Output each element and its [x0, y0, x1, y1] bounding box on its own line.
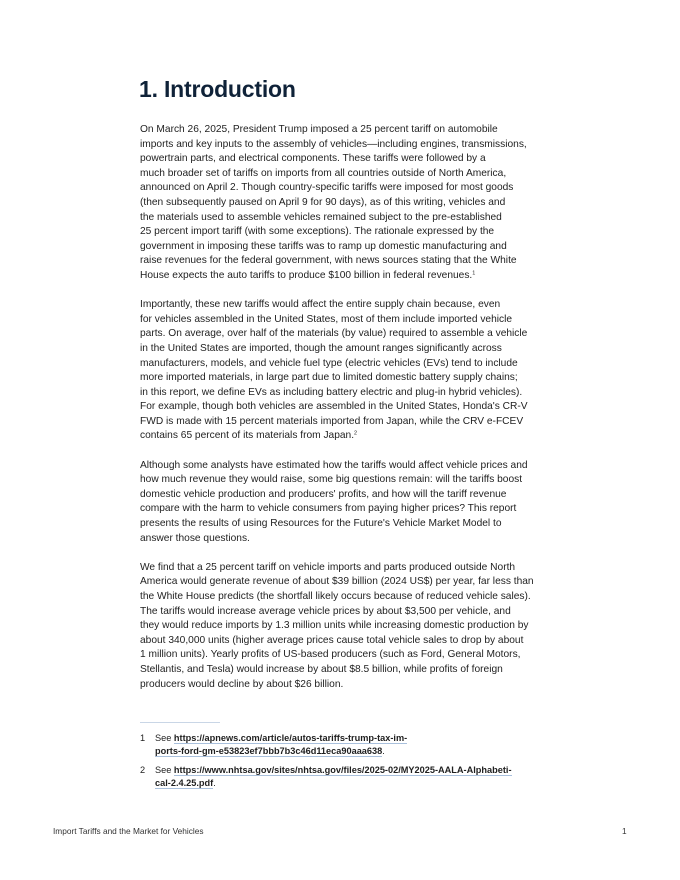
text-line: how much revenue they would raise, some big questions remain: will the tariffs boost [140, 474, 523, 486]
footnote-ref-2[interactable]: 2 [354, 430, 358, 437]
text-line-content: House expects the auto tariffs to produce $100 billion in federal revenues. [140, 269, 473, 281]
text-line: The tariffs would increase average vehicle prices by about $3,500 per vehicle, and [140, 605, 511, 617]
text-line: (then subsequently paused on April 9 for 90 days), as of this writing, vehicles and [140, 196, 506, 208]
text-line-content: contains 65 percent of its materials from Japan. [140, 430, 355, 442]
footnote-text [155, 732, 540, 758]
text-line: in this report, we define EVs as including battery electric and plug-in hybrid vehicles). [140, 386, 523, 398]
text-line: they would reduce imports by 1.3 million units while increasing domestic production by [140, 620, 529, 632]
footnote-suffix: . [382, 746, 385, 756]
text-line: We find that a 25 percent tariff on vehicle imports and parts produced outside North [140, 561, 516, 573]
text-line: FWD is made with 15 percent materials imported from Japan, while the CRV e-FCEV [140, 415, 524, 427]
footnote-ref-1[interactable]: 1 [472, 270, 476, 277]
footnote-text [155, 764, 540, 790]
paragraph-4 [140, 561, 540, 692]
text-line: domestic vehicle production and producers' profits, and how will the tariff revenue [140, 488, 507, 500]
text-line: about 340,000 units (higher average prices cause total vehicle sales to drop by about [140, 634, 524, 646]
footnote-link-2-part2[interactable]: cal-2.4.25.pdf [155, 778, 214, 788]
text-line: producers would decline by about $26 billion. [140, 678, 344, 690]
text-line: compare with the harm to vehicle consumers from paying higher prices? This report [140, 503, 517, 515]
footnote-link-1-part2[interactable]: ports-ford-gm-e53823ef7bbb7b3c46d11eca90aaa638 [155, 746, 383, 756]
text-line: powertrain parts, and electrical components. These tariffs were followed by a [140, 153, 486, 165]
text-line: America would generate revenue of about $39 billion (2024 US$) per year, far less than [140, 576, 534, 588]
footer-title: Import Tariffs and the Market for Vehicles [53, 826, 204, 836]
text-line: presents the results of using Resources for the Future's Vehicle Market Model to [140, 518, 502, 530]
paragraph-1 [140, 123, 540, 284]
section-title: 1. Introduction [139, 76, 296, 102]
text-line: the materials used to assemble vehicles remained subject to the pre-established [140, 211, 502, 223]
footnote-line [155, 745, 540, 758]
text-line: the White House predicts (the shortfall likely occurs because of reduced vehicle sales). [140, 591, 531, 602]
text-line: answer those questions. [140, 532, 250, 544]
body-text [140, 123, 540, 707]
text-line: manufacturers, models, and vehicle fuel type (electric vehicles (EVs) tend to include [140, 357, 518, 369]
text-line: more imported materials, in large part due to limited domestic battery supply chains; [140, 372, 518, 384]
footnote-prefix: See [155, 765, 174, 775]
text-line [140, 269, 540, 284]
footnote-number: 1 [140, 733, 146, 743]
text-line: Stellantis, and Tesla) would increase by about $8.5 billion, while profits of foreign [140, 663, 503, 675]
text-line: in the United States are imported, though the amount ranges significantly across [140, 342, 502, 354]
text-line: parts. On average, over half of the materials (by value) required to assemble a vehicle [140, 328, 528, 340]
text-line: raise revenues for the federal government, with news sources stating that the White [140, 255, 517, 267]
footnote-prefix: See [155, 733, 174, 743]
footnote-line [155, 777, 540, 790]
footnote-suffix: . [213, 778, 216, 788]
text-line [140, 429, 540, 444]
page-number: 1 [622, 826, 627, 836]
footnote-link-1-part1[interactable]: https://apnews.com/article/autos-tariffs-trump-tax-im- [173, 733, 408, 743]
paragraph-2 [140, 298, 540, 444]
footnote-line [155, 764, 540, 777]
text-line: Although some analysts have estimated how the tariffs would affect vehicle prices and [140, 459, 528, 471]
text-line: imports and key inputs to the assembly of vehicles—including engines, transmissions, [140, 138, 527, 150]
text-line: for vehicles assembled in the United States, most of them include imported vehicle [140, 313, 513, 325]
text-line: announced on April 2. Though country-specific tariffs were imposed for most goods [140, 182, 514, 194]
text-line: 1 million units). Yearly profits of US-based producers (such as Ford, General Motors, [140, 649, 521, 661]
footnote-divider [140, 722, 220, 723]
text-line: much broader set of tariffs on imports from all countries outside of North America, [140, 167, 507, 179]
text-line: 25 percent import tariff (with some exceptions). The rationale expressed by the [140, 226, 495, 238]
text-line: Importantly, these new tariffs would affect the entire supply chain because, even [140, 299, 501, 311]
footnote-number: 2 [140, 765, 146, 775]
footnote-line [155, 732, 540, 745]
text-line: government in imposing these tariffs was to ramp up domestic manufacturing and [140, 240, 507, 252]
paragraph-3 [140, 459, 540, 547]
footnote-link-2-part1[interactable]: https://www.nhtsa.gov/sites/nhtsa.gov/files/2025-02/MY2025-AALA-Alphabeti- [173, 765, 512, 775]
text-line: For example, though both vehicles are assembled in the United States, Honda's CR-V [140, 401, 528, 413]
text-line: On March 26, 2025, President Trump imposed a 25 percent tariff on automobile [140, 124, 498, 135]
